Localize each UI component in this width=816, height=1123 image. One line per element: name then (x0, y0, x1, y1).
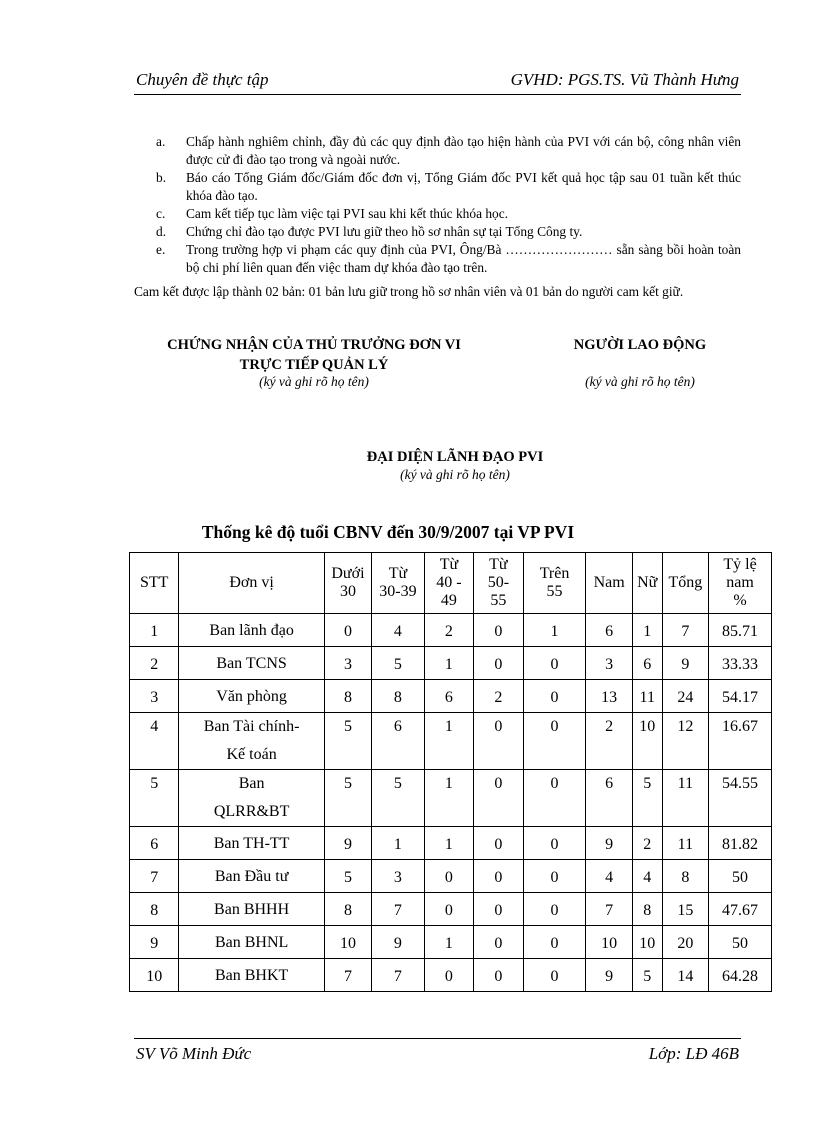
unit-cell: Ban lãnh đạo (179, 614, 324, 647)
table-cell: 5 (324, 713, 371, 770)
table-cell: 5 (130, 770, 179, 827)
table-cell: 3 (586, 647, 632, 680)
table-cell: 33.33 (709, 647, 772, 680)
table-cell: 7 (662, 614, 708, 647)
table-cell: 0 (523, 959, 586, 992)
table-cell: 11 (662, 770, 708, 827)
unit-cell: Ban BHKT (179, 959, 324, 992)
table-cell: 9 (324, 827, 371, 860)
employee-signature-title: NGƯỜI LAO ĐỘNG (573, 337, 707, 353)
table-cell: 11 (632, 680, 662, 713)
commitment-paragraph: Cam kết được lập thành 02 bản: 01 bản lưu giữ trong hồ sơ nhân viên và 01 bản do người cam kết giữ. (134, 284, 684, 299)
unit-cell: Ban Đầu tư (179, 860, 324, 893)
table-cell: 4 (632, 860, 662, 893)
col-header-40-49: Từ 40 - 49 (424, 553, 473, 614)
table-cell: 0 (523, 770, 586, 827)
list-item (134, 133, 741, 169)
table-row (130, 647, 772, 680)
table-cell: 47.67 (709, 893, 772, 926)
table-cell: 2 (424, 614, 473, 647)
col-header-50-55: Từ 50- 55 (474, 553, 523, 614)
table-cell: 2 (474, 680, 523, 713)
table-title: Thống kê độ tuổi CBNV đến 30/9/2007 tại VP PVI (201, 522, 575, 542)
table-cell: 8 (372, 680, 425, 713)
header-course-title: Chuyên đề thực tập (136, 70, 269, 89)
table-cell: 15 (662, 893, 708, 926)
table-cell: 3 (130, 680, 179, 713)
table-row (130, 926, 772, 959)
col-header-stt: STT (130, 553, 179, 614)
table-cell: 8 (662, 860, 708, 893)
table-cell: 1 (424, 713, 473, 770)
manager-title-line2: TRỰC TIẾP QUẢN LÝ (239, 357, 389, 373)
table-cell: 0 (474, 614, 523, 647)
table-cell: 10 (632, 713, 662, 770)
table-cell: 8 (632, 893, 662, 926)
list-item-text: Cam kết tiếp tục làm việc tại PVI sau khi kết thúc khóa học. (186, 206, 509, 221)
table-cell: 0 (474, 827, 523, 860)
table-cell: 6 (424, 680, 473, 713)
list-item (134, 205, 741, 223)
table-header-row (130, 553, 772, 614)
age-statistics-table (129, 552, 772, 992)
table-cell: 7 (372, 959, 425, 992)
table-cell: 1 (424, 647, 473, 680)
table-cell: 0 (474, 959, 523, 992)
table-cell: 5 (324, 770, 371, 827)
unit-cell: Ban Tài chính- Kế toán (179, 713, 324, 770)
table-cell: 8 (324, 893, 371, 926)
list-item (134, 241, 741, 277)
table-cell: 1 (632, 614, 662, 647)
employee-signature-note: (ký và ghi rõ họ tên) (585, 374, 695, 389)
table-cell: 8 (324, 680, 371, 713)
col-header-unit: Đơn vị (179, 553, 324, 614)
table-cell: 6 (130, 827, 179, 860)
unit-cell: Ban TCNS (179, 647, 324, 680)
footer-student-name: SV Võ Minh Đức (136, 1044, 252, 1063)
leader-signature-title: ĐẠI DIỆN LÃNH ĐẠO PVI (366, 449, 544, 465)
table-cell: 0 (523, 827, 586, 860)
table-cell: 6 (586, 614, 632, 647)
table-cell: 0 (523, 860, 586, 893)
table-cell: 9 (662, 647, 708, 680)
table-cell: 5 (632, 770, 662, 827)
col-header-male-ratio: Tỷ lệ nam % (709, 553, 772, 614)
list-item-text: Chứng chỉ đào tạo được PVI lưu giữ theo hồ sơ nhân sự tại Tổng Công ty. (186, 224, 583, 239)
unit-cell: Ban TH-TT (179, 827, 324, 860)
table-cell: 5 (372, 647, 425, 680)
table-cell: 10 (130, 959, 179, 992)
table-cell: 0 (424, 959, 473, 992)
list-item-text: Chấp hành nghiêm chỉnh, đầy đủ các quy định đào tạo hiện hành của PVI với cán bộ, công nhân viên được cử đi đào tạo trong và ngoài nước. (186, 134, 741, 167)
list-item-marker: e. (156, 242, 166, 257)
unit-cell: Ban BHNL (179, 926, 324, 959)
table-cell: 2 (586, 713, 632, 770)
table-row (130, 860, 772, 893)
table-cell: 8 (130, 893, 179, 926)
list-item (134, 223, 741, 241)
table-cell: 7 (130, 860, 179, 893)
table-cell: 10 (632, 926, 662, 959)
header-advisor: GVHD: PGS.TS. Vũ Thành Hưng (510, 70, 739, 89)
col-header-total: Tổng (662, 553, 708, 614)
table-cell: 1 (424, 926, 473, 959)
table-cell: 0 (474, 893, 523, 926)
table-cell: 4 (130, 713, 179, 770)
manager-signature-title (134, 335, 494, 375)
manager-signature-note: (ký và ghi rõ họ tên) (259, 374, 369, 389)
table-cell: 9 (372, 926, 425, 959)
table-cell: 0 (523, 713, 586, 770)
page-header (134, 68, 741, 95)
table-cell: 24 (662, 680, 708, 713)
table-cell: 6 (372, 713, 425, 770)
table-cell: 50 (709, 860, 772, 893)
table-cell: 0 (474, 926, 523, 959)
col-header-female: Nữ (632, 553, 662, 614)
list-item-marker: a. (156, 134, 166, 149)
table-row (130, 713, 772, 770)
table-cell: 5 (372, 770, 425, 827)
table-cell: 0 (424, 860, 473, 893)
table-cell: 1 (130, 614, 179, 647)
table-cell: 7 (324, 959, 371, 992)
table-cell: 0 (474, 860, 523, 893)
table-cell: 0 (523, 893, 586, 926)
table-cell: 81.82 (709, 827, 772, 860)
table-cell: 14 (662, 959, 708, 992)
unit-cell: Văn phòng (179, 680, 324, 713)
table-row (130, 614, 772, 647)
table-cell: 54.55 (709, 770, 772, 827)
commitment-list (134, 133, 741, 277)
table-cell: 13 (586, 680, 632, 713)
col-header-male: Nam (586, 553, 632, 614)
table-cell: 5 (324, 860, 371, 893)
table-cell: 3 (324, 647, 371, 680)
table-cell: 3 (372, 860, 425, 893)
table-cell: 0 (474, 647, 523, 680)
table-cell: 1 (424, 770, 473, 827)
table-cell: 4 (586, 860, 632, 893)
table-cell: 0 (523, 680, 586, 713)
col-header-30-39: Từ 30-39 (372, 553, 425, 614)
list-item-text: Báo cáo Tổng Giám đốc/Giám đốc đơn vị, Tổng Giám đốc PVI kết quả học tập sau 01 tuần kết thúc khóa đào tạo. (186, 170, 741, 203)
table-cell: 7 (372, 893, 425, 926)
table-row (130, 770, 772, 827)
table-cell: 9 (586, 827, 632, 860)
table-cell: 2 (632, 827, 662, 860)
table-cell: 64.28 (709, 959, 772, 992)
table-cell: 0 (424, 893, 473, 926)
list-item (134, 169, 741, 205)
table-cell: 2 (130, 647, 179, 680)
list-item-marker: d. (156, 224, 167, 239)
table-cell: 5 (632, 959, 662, 992)
table-cell: 9 (586, 959, 632, 992)
table-cell: 9 (130, 926, 179, 959)
manager-title-line1: CHỨNG NHẬN CỦA THỦ TRƯỞNG ĐƠN VI (167, 337, 461, 353)
col-header-under30: Dưới 30 (324, 553, 371, 614)
list-item-text: Trong trường hợp vi phạm các quy định của PVI, Ông/Bà …………………… sẵn sàng bồi hoàn toàn bộ chi phí liên quan đến việc tham dự khóa đào tạo trên. (186, 242, 741, 275)
table-cell: 0 (474, 770, 523, 827)
unit-cell: Ban QLRR&BT (179, 770, 324, 827)
table-cell: 1 (424, 827, 473, 860)
table-cell: 4 (372, 614, 425, 647)
table-cell: 0 (523, 926, 586, 959)
table-cell: 1 (523, 614, 586, 647)
table-row (130, 959, 772, 992)
page-footer (134, 1038, 741, 1069)
table-cell: 7 (586, 893, 632, 926)
table-cell: 10 (324, 926, 371, 959)
leader-signature-note: (ký và ghi rõ họ tên) (400, 467, 510, 482)
unit-cell: Ban BHHH (179, 893, 324, 926)
list-item-marker: b. (156, 170, 167, 185)
table-row (130, 893, 772, 926)
footer-class: Lớp: LĐ 46B (648, 1044, 739, 1063)
table-cell: 20 (662, 926, 708, 959)
table-row (130, 680, 772, 713)
table-row (130, 827, 772, 860)
table-cell: 1 (372, 827, 425, 860)
list-item-marker: c. (156, 206, 166, 221)
table-cell: 6 (632, 647, 662, 680)
table-cell: 54.17 (709, 680, 772, 713)
table-cell: 0 (523, 647, 586, 680)
table-cell: 0 (324, 614, 371, 647)
table-cell: 10 (586, 926, 632, 959)
table-cell: 6 (586, 770, 632, 827)
table-cell: 11 (662, 827, 708, 860)
table-cell: 12 (662, 713, 708, 770)
table-cell: 85.71 (709, 614, 772, 647)
col-header-over55: Trên 55 (523, 553, 586, 614)
table-cell: 50 (709, 926, 772, 959)
table-cell: 0 (474, 713, 523, 770)
table-cell: 16.67 (709, 713, 772, 770)
